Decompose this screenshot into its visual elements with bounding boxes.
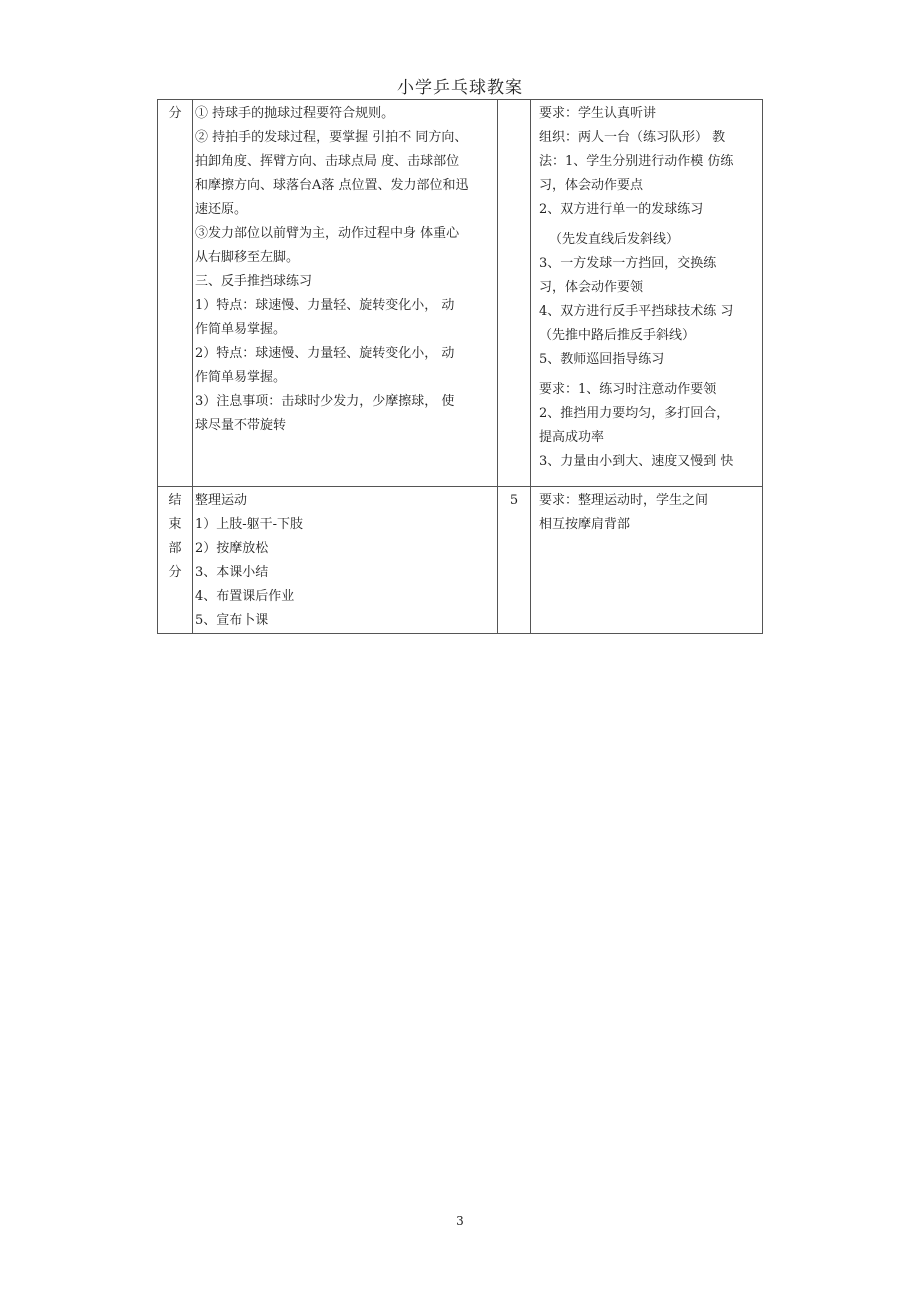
content-line: 作简单易掌握。 [195,322,287,337]
content-line: ② 持拍手的发球过程，要掌握 引拍不 同方向、 [195,130,468,145]
organization-cell [531,100,763,487]
org-line: 2、双方进行单一的发球练习 [539,202,704,217]
org-line: 法：1、学生分别进行动作模 仿练 [539,154,734,169]
section-cell [158,487,193,634]
content-line: 3）注息事项：击球时少发力，少摩擦球， 使 [195,394,455,409]
content-line: 整理运动 [195,493,248,508]
content-cell [193,487,498,634]
organization-cell [531,487,763,634]
content-line: 和摩擦方向、球落台A落 点位置、发力部位和迅 [195,178,469,193]
content-line: 从右脚移至左脚。 [195,250,300,265]
org-line: 4、双方进行反手平挡球技术练 习 [539,304,734,319]
section-label: 部 [168,541,182,556]
time-cell: 5 [498,487,531,634]
content-line: 2）特点：球速慢、力量轻、旋转变化小， 动 [195,346,455,361]
content-line: 速还原。 [195,202,248,217]
content-line: 1）上肢-躯干-下肢 [195,517,304,532]
content-line: 4、布置课后作业 [195,589,295,604]
content-line: 3、本课小结 [195,565,269,580]
org-line: （先推中路后推反手斜线） [539,328,696,343]
org-line: 组织：两人一台（练习队形） 教 [539,130,726,145]
content-line: 三、反手推挡球练习 [195,274,313,289]
org-line: 5、教师巡回指导练习 [539,352,665,367]
content-line: 拍卸角度、挥臂方向、击球点局 度、击球部位 [195,154,460,169]
section-label: 束 [168,517,182,532]
content-line: 2）按摩放松 [195,541,269,556]
org-line: 提高成功率 [539,430,605,445]
section-label: 分 [168,106,182,121]
page-number: 3 [456,1214,464,1228]
lesson-plan-table [157,99,763,634]
content-line: 球尽量不带旋转 [195,418,287,433]
org-line: （先发直线后发斜线） [549,232,680,247]
org-line: 要求：学生认真听讲 [539,106,657,121]
org-line: 要求：1、练习时注意动作要领 [539,382,717,397]
page-title: 小学乒乓球教案 [397,78,523,98]
table-row [158,100,763,487]
content-cell [193,100,498,487]
org-line: 2、推挡用力要均匀，多打回合， [539,406,730,421]
section-label: 结 [168,493,182,508]
org-line: 3、力量由小到大、速度又慢到 快 [539,454,734,469]
table-row [158,487,763,634]
content-line: ③发力部位以前臂为主，动作过程中身 体重心 [195,226,460,241]
content-line: 作简单易掌握。 [195,370,287,385]
time-cell [498,100,531,487]
org-line: 要求：整理运动时，学生之间 [539,493,709,508]
org-line: 习，体会动作要点 [539,178,644,193]
org-line: 习，体会动作要领 [539,280,644,295]
section-label: 分 [168,565,182,580]
content-line: 5、宣布卜课 [195,613,269,628]
org-line: 相互按摩肩背部 [539,517,631,532]
content-line: ① 持球手的抛球过程要符合规则。 [195,106,395,121]
section-cell [158,100,193,487]
content-line: 1）特点：球速慢、力量轻、旋转变化小， 动 [195,298,455,313]
org-line: 3、一方发球一方挡回，交换练 [539,256,717,271]
